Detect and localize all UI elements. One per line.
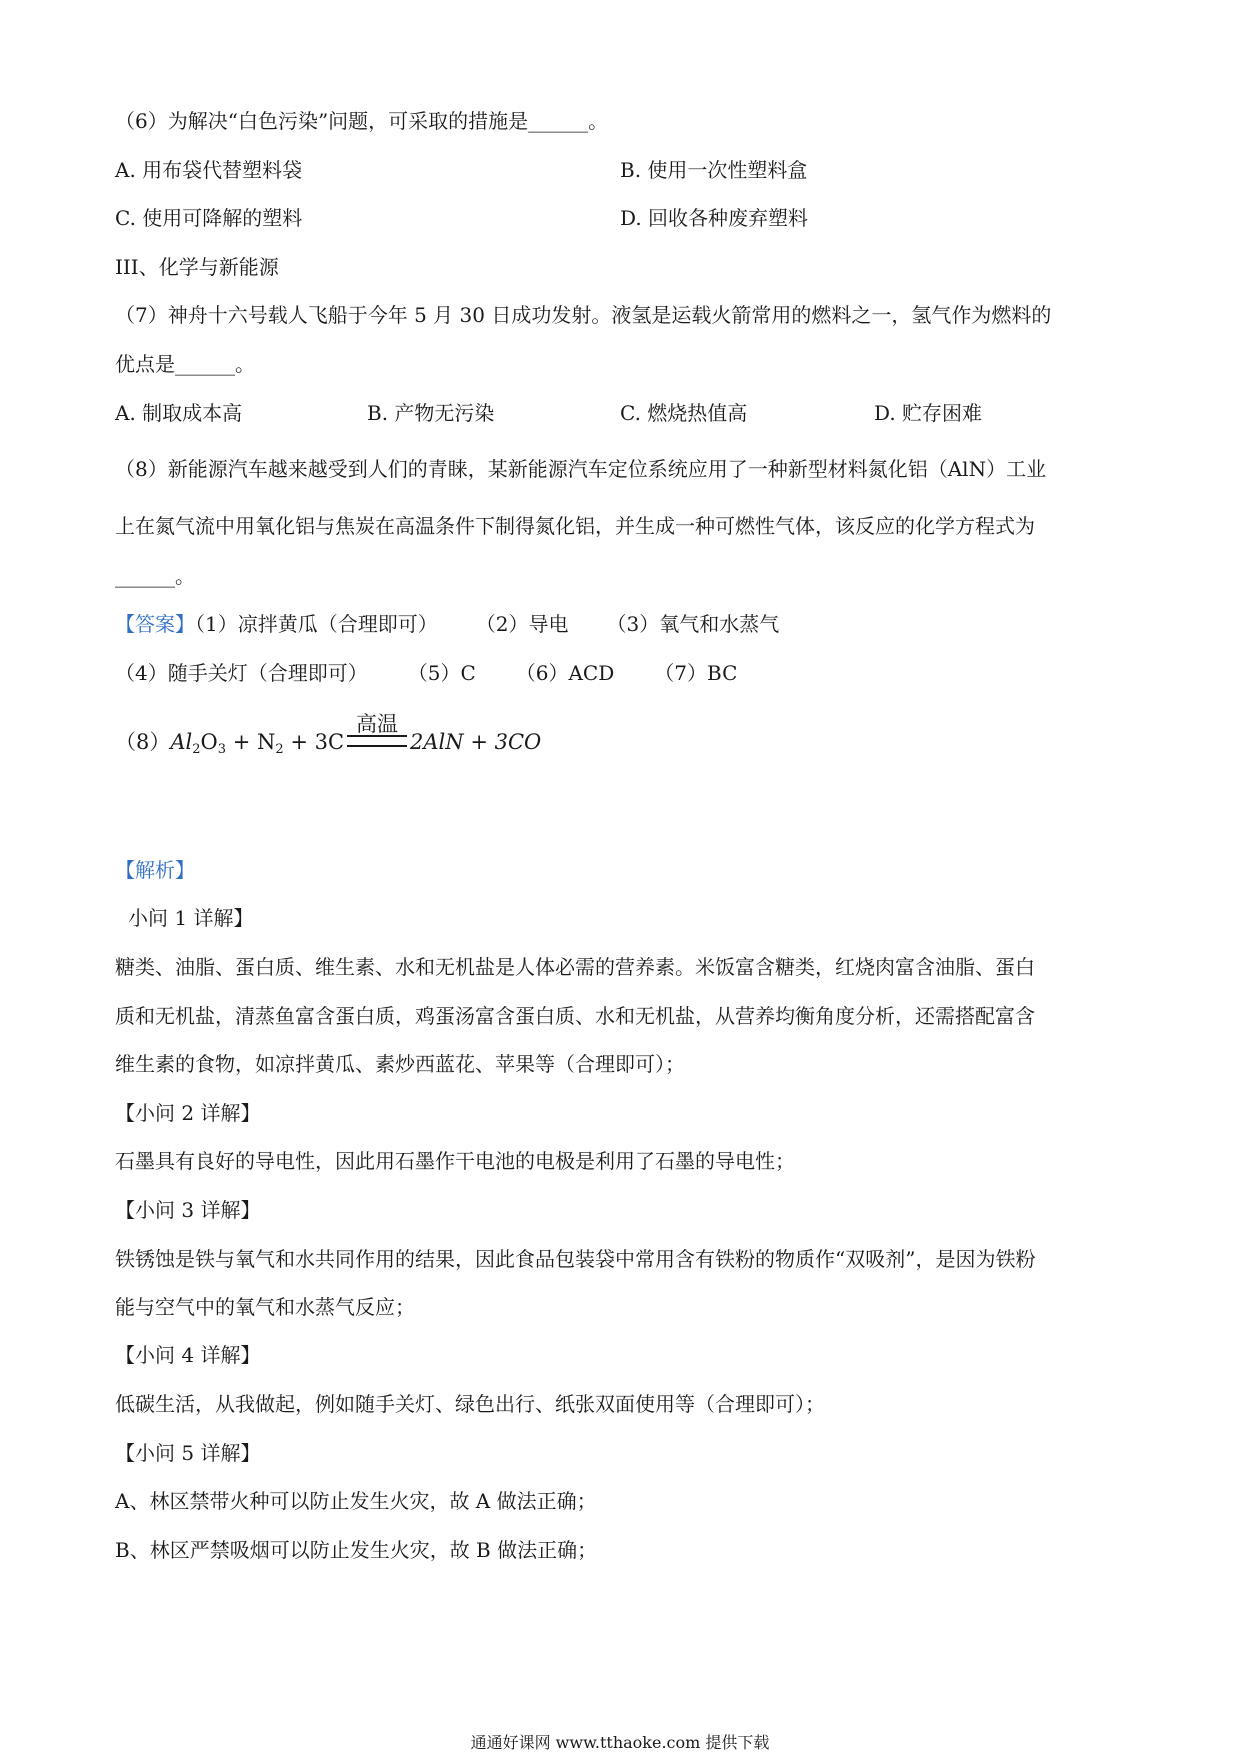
s1-line: 糖类、油脂、蛋白质、维生素、水和无机盐是人体必需的营养素。米饭富含糖类，红烧肉富含油脂、蛋白 bbox=[115, 955, 1035, 979]
q7-option-b: B. 产物无污染 bbox=[367, 401, 495, 425]
answer-item: （3）氧气和水蒸气 bbox=[606, 612, 780, 636]
equation-o: O bbox=[200, 730, 218, 754]
answer-item: （5）C bbox=[407, 661, 476, 685]
answer-equation bbox=[115, 711, 542, 764]
q6-stem: （6）为解决“白色污染”问题，可采取的措施是______。 bbox=[115, 109, 609, 133]
answer-row1 bbox=[115, 611, 779, 637]
q6-option-b: B. 使用一次性塑料盒 bbox=[620, 158, 808, 182]
s3-heading: 【小问 3 详解】 bbox=[115, 1198, 261, 1222]
q7-stem-line2: 优点是______。 bbox=[115, 352, 255, 376]
q7-option-c: C. 燃烧热值高 bbox=[620, 401, 748, 425]
s5-heading: 【小问 5 详解】 bbox=[115, 1441, 261, 1465]
answer-item: （6）ACD bbox=[515, 661, 615, 685]
answer-item: （2）导电 bbox=[475, 612, 569, 636]
s2-line: 石墨具有良好的导电性，因此用石墨作干电池的电极是利用了石墨的导电性； bbox=[115, 1149, 795, 1173]
page-footer: 通通好课网 www.tthaoke.com 提供下载 bbox=[470, 1733, 770, 1752]
equation-subscript: 2 bbox=[275, 742, 284, 757]
equation-n2: + N bbox=[226, 730, 276, 754]
q6-option-d: D. 回收各种废弃塑料 bbox=[620, 206, 809, 230]
answer-item: （7）BC bbox=[654, 661, 738, 685]
s2-heading: 【小问 2 详解】 bbox=[115, 1101, 261, 1125]
equation-al: Al bbox=[170, 730, 193, 754]
answer-row2 bbox=[115, 660, 737, 686]
section-title: III、化学与新能源 bbox=[115, 255, 279, 279]
answer-item: （1）凉拌黄瓜（合理即可） bbox=[195, 612, 438, 636]
equation-equals bbox=[347, 711, 407, 747]
s3-line: 能与空气中的氧气和水蒸气反应； bbox=[115, 1295, 415, 1319]
equation-subscript: 3 bbox=[217, 742, 227, 757]
equation-c: + 3C bbox=[283, 730, 345, 754]
s1-line: 维生素的食物，如凉拌黄瓜、素炒西蓝花、苹果等（合理即可）； bbox=[115, 1052, 685, 1076]
q6-option-a: A. 用布袋代替塑料袋 bbox=[115, 158, 303, 182]
q8-line1: （8）新能源汽车越来越受到人们的青睐，某新能源汽车定位系统应用了一种新型材料氮化铝（AlN）工业 bbox=[115, 457, 1047, 481]
q6-option-c: C. 使用可降解的塑料 bbox=[115, 206, 303, 230]
equation-products: 2AlN + 3CO bbox=[410, 730, 542, 754]
answer-label: 【答案】 bbox=[115, 612, 195, 636]
q7-stem-line1: （7）神舟十六号载人飞船于今年 5 月 30 日成功发射。液氢是运载火箭常用的燃料之一，氢气作为燃料的 bbox=[115, 303, 1052, 327]
s1-line: 质和无机盐，清蒸鱼富含蛋白质，鸡蛋汤富含蛋白质、水和无机盐，从营养均衡角度分析，还需搭配富含 bbox=[115, 1004, 1035, 1028]
q8-line2: 上在氮气流中用氧化铝与焦炭在高温条件下制得氮化铝，并生成一种可燃性气体，该反应的化学方程式为 bbox=[115, 514, 1035, 538]
s3-line: 铁锈蚀是铁与氧气和水共同作用的结果，因此食品包装袋中常用含有铁粉的物质作“双吸剂”，是因为铁粉 bbox=[115, 1247, 1036, 1271]
equation-prefix: （8） bbox=[115, 730, 171, 754]
q7-option-d: D. 贮存困难 bbox=[874, 401, 983, 425]
equation-condition: 高温 bbox=[356, 711, 399, 736]
equation-subscript: 2 bbox=[192, 742, 201, 757]
analysis-label: 【解析】 bbox=[115, 858, 195, 882]
s4-heading: 【小问 4 详解】 bbox=[115, 1343, 261, 1367]
q7-option-a: A. 制取成本高 bbox=[115, 401, 243, 425]
s5-line: A、林区禁带火种可以防止发生火灾，故 A 做法正确； bbox=[115, 1489, 597, 1513]
s1-heading: 小问 1 详解】 bbox=[128, 906, 254, 930]
q8-line3: ______。 bbox=[115, 564, 195, 588]
s5-line: B、林区严禁吸烟可以防止发生火灾，故 B 做法正确； bbox=[115, 1538, 598, 1562]
answer-item: （4）随手关灯（合理即可） bbox=[115, 661, 368, 685]
s4-line: 低碳生活，从我做起，例如随手关灯、绿色出行、纸张双面使用等（合理即可）； bbox=[115, 1392, 825, 1416]
